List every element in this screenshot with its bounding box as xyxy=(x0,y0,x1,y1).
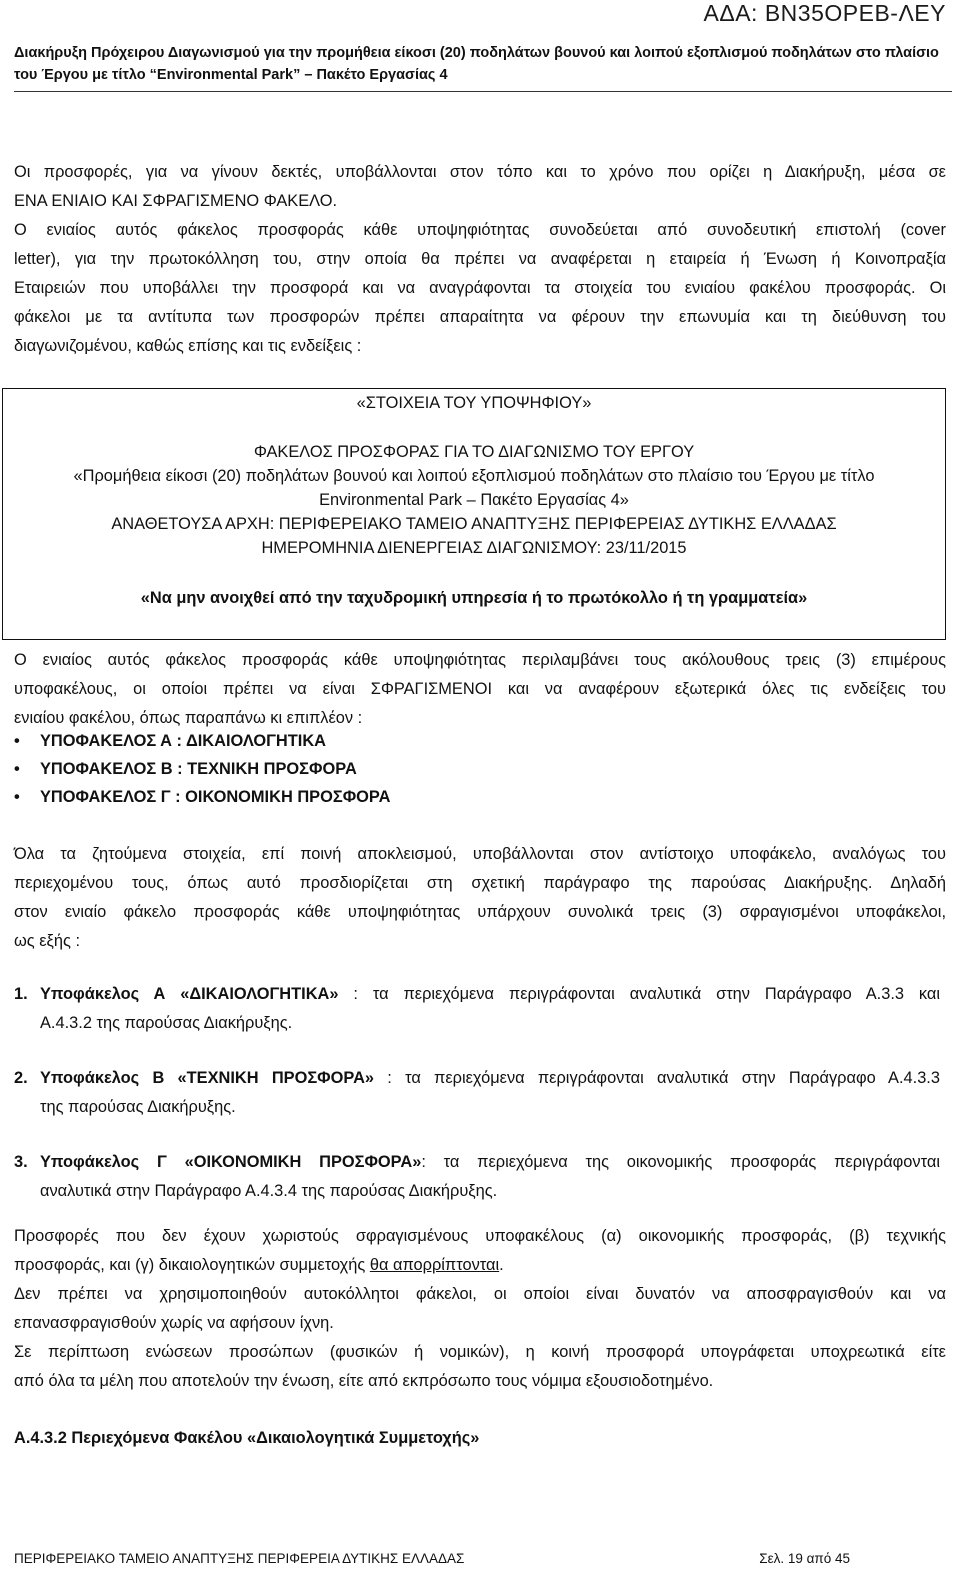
item-rest: : τα περιεχόμενα της οικονομικής προσφοράς περιγράφονται xyxy=(421,1153,940,1171)
rejection-suffix: . xyxy=(499,1256,504,1274)
self-adhesive-line: Δεν πρέπει να χρησιμοποιηθούν αυτοκόλλητοι φάκελοι, οι οποίοι είναι δυνατόν να αποσφραγισθούν και να xyxy=(14,1285,946,1303)
joint-offer-line: Σε περίπτωση ενώσεων προσώπων (φυσικών ή νομικών), η κοινή προσφορά υπογράφεται υποχρεωτικά είτε xyxy=(14,1343,946,1361)
tender-date: ΗΜΕΡΟΜΗΝΙΑ ΔΙΕΝΕΡΓΕΙΑΣ ΔΙΑΓΩΝΙΣΜΟΥ: 23/11/2015 xyxy=(261,539,687,557)
item-line-2: Α.4.3.2 της παρούσας Διακήρυξης. xyxy=(40,1014,293,1032)
rejection-underlined: θα απορρίπτονται xyxy=(369,1256,500,1274)
cover-letter-line: διαγωνιζομένου, καθώς επίσης και τις ενδείξεις : xyxy=(14,337,362,355)
bullet-item xyxy=(14,732,326,751)
subenvelopes-paragraph xyxy=(14,646,946,733)
subenvelopes-line: Ο ενιαίος αυτός φάκελος προσφοράς κάθε υποψηφιότητας περιλαμβάνει τους ακόλουθους τρεις (3) επιμέρους xyxy=(14,651,946,669)
footer-page-number: Σελ. 19 από 45 xyxy=(759,1551,850,1566)
footer-organization: ΠΕΡΙΦΕΡΕΙΑΚΟ ΤΑΜΕΙΟ ΑΝΑΠΤΥΞΗΣ ΠΕΡΙΦΕΡΕΙΑ ΔΥΤΙΚΗΣ ΕΛΛΑΔΑΣ xyxy=(14,1551,465,1566)
item-rest: : τα περιεχόμενα περιγράφονται αναλυτικά στην Παράγραφο Α.4.3.3 xyxy=(374,1069,940,1087)
page-header xyxy=(14,42,944,86)
header-line-1: Διακήρυξη Πρόχειρου Διαγωνισμού για την προμήθεια είκοσι (20) ποδηλάτων βουνού και λοιπού εξοπλισμού ποδηλάτων στο πλαίσιο xyxy=(14,45,939,61)
subenvelopes-line: υποφακέλους, οι οποίοι πρέπει να είναι ΣΦΡΑΓΙΣΜΕΝΟΙ και να αναφέρουν εξωτερικά όλες τις ενδείξεις του xyxy=(14,680,946,698)
item-number: 1. xyxy=(14,985,28,1003)
bullet-dot: • xyxy=(14,788,20,806)
all-items-line: Όλα τα ζητούμενα στοιχεία, επί ποινή αποκλεισμού, υποβάλλονται στον αντίστοιχο υποφάκελο, αναλόγως του xyxy=(14,845,946,863)
bullet-dot: • xyxy=(14,732,20,750)
item-line-1 xyxy=(40,1148,940,1177)
cover-letter-line: Εταιρειών που υποβάλλει την προσφορά και να αναγράφονται τα στοιχεία του ενιαίου φακέλου προσφοράς. Οι xyxy=(14,279,946,297)
rejection-line: Προσφορές που δεν έχουν χωριστούς σφραγισμένους υποφακέλους (α) οικονομικής προσφοράς, (β) τεχνικής xyxy=(14,1227,946,1245)
item-line-1 xyxy=(40,980,940,1009)
bullet-item xyxy=(14,788,390,807)
all-items-line: περιεχομένου τους, όπως αυτό προσδιορίζεται στη σχετική παράγραφο της παρούσας Διακήρυξης. Δηλαδή xyxy=(14,874,946,892)
rejection-prefix: προσφοράς, και (γ) δικαιολογητικών συμμετοχής xyxy=(14,1256,370,1274)
intro-line-1: Οι προσφορές, για να γίνουν δεκτές, υποβάλλονται στον τόπο και το χρόνο που ορίζει η Διακήρυξη, μέσα σε xyxy=(14,163,946,181)
document-id: ΑΔΑ: ΒΝ35ΟΡΕΒ-ΛΕΥ xyxy=(703,0,946,26)
item-title: Υποφάκελος Α «ΔΙΚΑΙΟΛΟΓΗΤΙΚΑ» xyxy=(40,985,339,1003)
item-line-1 xyxy=(40,1064,940,1093)
item-rest: : τα περιεχόμενα περιγράφονται αναλυτικά στην Παράγραφο Α.3.3 και xyxy=(338,985,940,1003)
contracting-authority: ΑΝΑΘΕΤΟΥΣΑ ΑΡΧΗ: ΠΕΡΙΦΕΡΕΙΑΚΟ ΤΑΜΕΙΟ ΑΝΑΠΤΥΞΗΣ ΠΕΡΙΦΕΡΕΙΑΣ ΔΥΤΙΚΗΣ ΕΛΛΑΔΑΣ xyxy=(111,515,837,533)
item-title: Υποφάκελος Β «ΤΕΧΝΙΚΗ ΠΡΟΣΦΟΡΑ» xyxy=(40,1069,375,1087)
header-rule xyxy=(14,91,952,92)
numbered-item-1 xyxy=(14,980,940,1038)
do-not-open-warning: «Να μην ανοιχθεί από την ταχυδρομική υπηρεσία ή το πρωτόκολλο ή τη γραμματεία» xyxy=(140,589,808,607)
envelope-label-box xyxy=(2,388,946,640)
bullet-text: ΥΠΟΦΑΚΕΛΟΣ Α : ΔΙΚΑΙΟΛΟΓΗΤΙΚΑ xyxy=(40,732,326,750)
item-number: 2. xyxy=(14,1069,28,1087)
self-adhesive-line: επανασφραγισθούν χωρίς να αφήσουν ίχνη. xyxy=(14,1314,334,1332)
cover-letter-line: φάκελοι με τα αντίτυπα των προσφορών πρέπει απαραίτητα να φέρουν την επωνυμία και τη διεύθυνση του xyxy=(14,308,946,326)
subject-line-1: «Προμήθεια είκοσι (20) ποδηλάτων βουνού και λοιπού εξοπλισμού ποδηλάτων στο πλαίσιο του Έργου με τίτλο xyxy=(73,467,875,485)
subenvelopes-line: ενιαίου φακέλου, όπως παραπάνω κι επιπλέον : xyxy=(14,709,363,727)
item-number: 3. xyxy=(14,1153,28,1171)
joint-offer-line: από όλα τα μέλη που αποτελούν την ένωση, είτε από εκπρόσωπο τους νόμιμα εξουσιοδοτημένο. xyxy=(14,1372,714,1390)
item-line-2: αναλυτικά στην Παράγραφο Α.4.3.4 της παρούσας Διακήρυξης. xyxy=(40,1182,498,1200)
candidate-details: «ΣΤΟΙΧΕΙΑ ΤΟΥ ΥΠΟΨΗΦΙΟΥ» xyxy=(356,394,592,412)
rejection-paragraph xyxy=(14,1222,946,1396)
bullet-text: ΥΠΟΦΑΚΕΛΟΣ Γ : ΟΙΚΟΝΟΜΙΚΗ ΠΡΟΣΦΟΡΑ xyxy=(40,788,391,806)
all-items-line: στον ενιαίο φάκελο προσφοράς κάθε υποψηφιότητας υπάρχουν συνολικά τρεις (3) σφραγισμένοι υποφάκελοι, xyxy=(14,903,946,921)
cover-letter-line: letter), για την πρωτοκόλληση του, στην οποία θα πρέπει να αναφέρεται η εταιρεία ή Ένωση ή Κοινοπραξία xyxy=(14,250,946,268)
numbered-item-2 xyxy=(14,1064,940,1122)
all-items-paragraph xyxy=(14,840,946,956)
bullet-item xyxy=(14,760,357,779)
cover-letter-line: Ο ενιαίος αυτός φάκελος προσφοράς κάθε υποψηφιότητας συνοδεύεται από συνοδευτική επιστολή (cover xyxy=(14,221,946,239)
intro-line-2: ΕΝΑ ΕΝΙΑΙΟ ΚΑΙ ΣΦΡΑΓΙΣΜΕΝΟ ΦΑΚΕΛΟ. xyxy=(14,192,338,210)
cover-letter-paragraph xyxy=(14,216,946,361)
numbered-item-3 xyxy=(14,1148,940,1206)
envelope-title: ΦΑΚΕΛΟΣ ΠΡΟΣΦΟΡΑΣ ΓΙΑ ΤΟ ΔΙΑΓΩΝΙΣΜΟ ΤΟΥ ΕΡΓΟΥ xyxy=(253,443,695,461)
rejection-line xyxy=(14,1251,946,1280)
subject-line-2: Environmental Park – Πακέτο Εργασίας 4» xyxy=(319,491,629,509)
item-title: Υποφάκελος Γ «ΟΙΚΟΝΟΜΙΚΗ ΠΡΟΣΦΟΡΑ» xyxy=(40,1153,422,1171)
section-heading: Α.4.3.2 Περιεχόμενα Φακέλου «Δικαιολογητικά Συμμετοχής» xyxy=(14,1429,480,1447)
item-line-2: της παρούσας Διακήρυξης. xyxy=(40,1098,236,1116)
bullet-dot: • xyxy=(14,760,20,778)
bullet-text: ΥΠΟΦΑΚΕΛΟΣ Β : ΤΕΧΝΙΚΗ ΠΡΟΣΦΟΡΑ xyxy=(40,760,357,778)
header-line-2: του Έργου με τίτλο “Environmental Park” – Πακέτο Εργασίας 4 xyxy=(14,67,448,83)
all-items-line: ως εξής : xyxy=(14,932,81,950)
